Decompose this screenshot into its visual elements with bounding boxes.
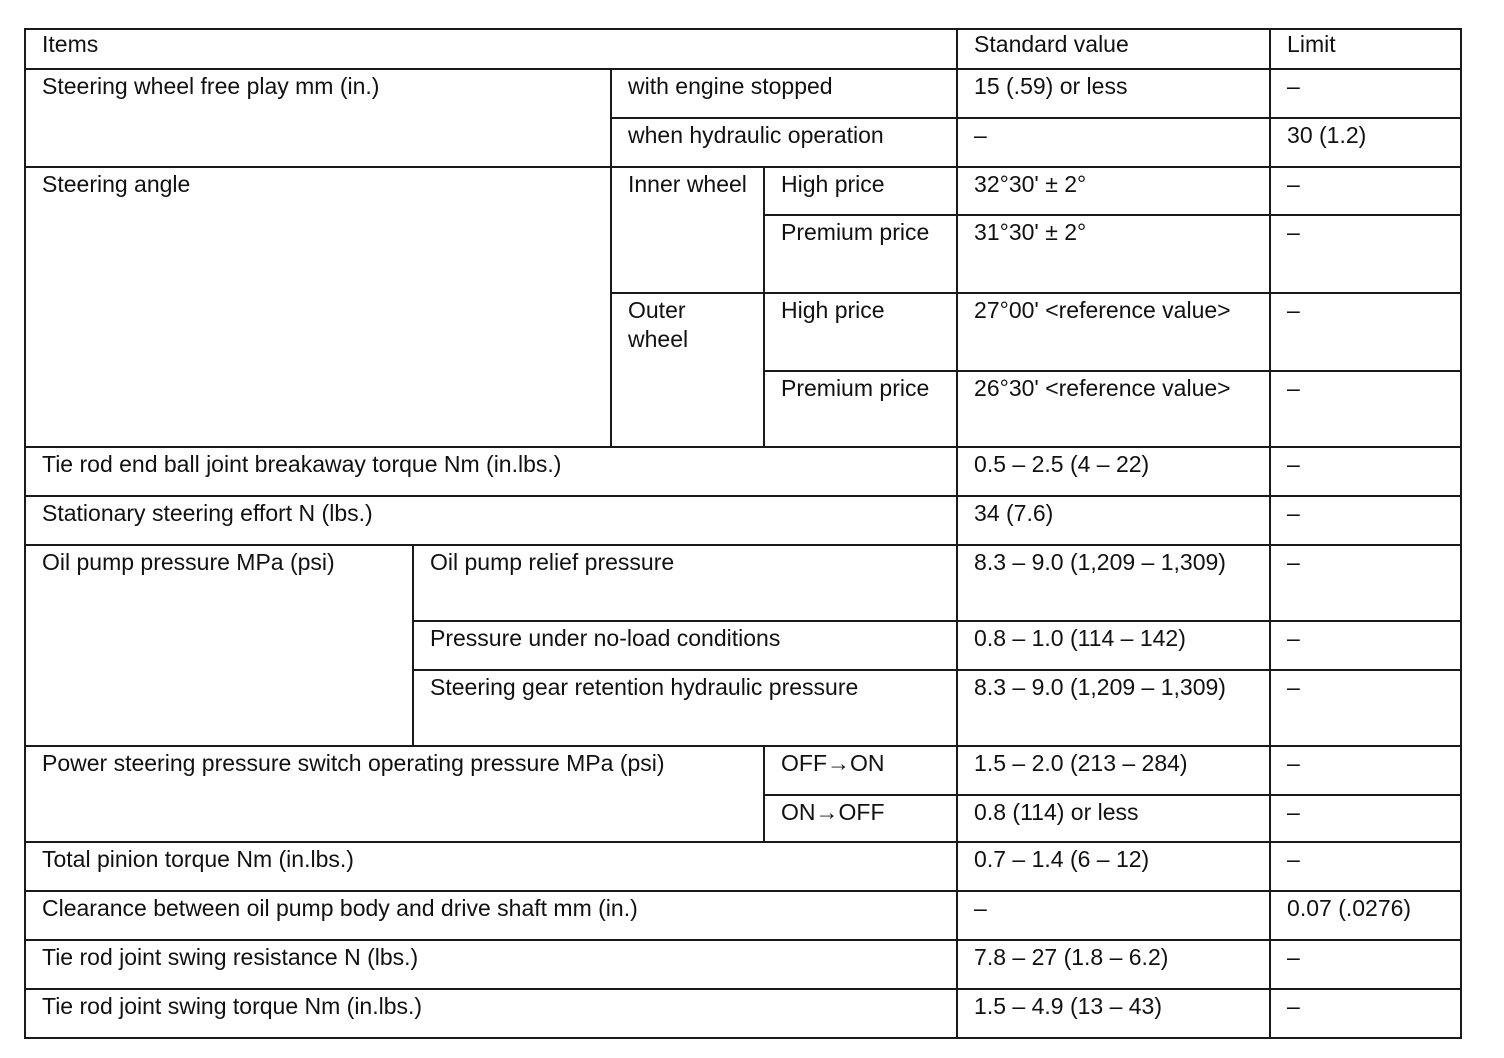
limit-value: – — [1270, 940, 1461, 989]
table-row — [25, 891, 1461, 940]
item-oil-pump-pressure: Oil pump pressure MPa (psi) — [25, 545, 413, 746]
header-limit: Limit — [1270, 29, 1461, 69]
standard-value: 8.3 – 9.0 (1,209 – 1,309) — [957, 670, 1270, 746]
header-items: Items — [25, 29, 957, 69]
limit-value: – — [1270, 842, 1461, 891]
condition-gear-retention: Steering gear retention hydraulic pressure — [413, 670, 957, 746]
standard-value: 0.8 – 1.0 (114 – 142) — [957, 621, 1270, 670]
limit-value: – — [1270, 167, 1461, 215]
standard-value: – — [957, 118, 1270, 167]
item-swing-resistance: Tie rod joint swing resistance N (lbs.) — [25, 940, 957, 989]
item-tie-rod-breakaway-torque: Tie rod end ball joint breakaway torque Nm (in.lbs.) — [25, 447, 957, 496]
header-standard-value: Standard value — [957, 29, 1270, 69]
standard-value: – — [957, 891, 1270, 940]
limit-value: – — [1270, 621, 1461, 670]
standard-value: 0.5 – 2.5 (4 – 22) — [957, 447, 1270, 496]
limit-value: – — [1270, 670, 1461, 746]
condition-engine-stopped: with engine stopped — [611, 69, 957, 118]
specifications-table — [24, 28, 1462, 1039]
table-row — [25, 447, 1461, 496]
standard-value: 26°30' <reference value> — [957, 371, 1270, 447]
table-row — [25, 989, 1461, 1038]
item-steering-angle: Steering angle — [25, 167, 611, 447]
item-steering-wheel-free-play: Steering wheel free play mm (in.) — [25, 69, 611, 167]
grade-label: High price — [764, 167, 957, 215]
table-row — [25, 842, 1461, 891]
standard-value: 1.5 – 2.0 (213 – 284) — [957, 746, 1270, 795]
outer-wheel-label: Outer wheel — [611, 293, 764, 447]
limit-value: – — [1270, 496, 1461, 545]
limit-value: – — [1270, 545, 1461, 621]
grade-label: High price — [764, 293, 957, 371]
item-swing-torque: Tie rod joint swing torque Nm (in.lbs.) — [25, 989, 957, 1038]
condition-hydraulic-operation: when hydraulic operation — [611, 118, 957, 167]
limit-value: – — [1270, 795, 1461, 842]
table-row — [25, 940, 1461, 989]
standard-value: 0.7 – 1.4 (6 – 12) — [957, 842, 1270, 891]
standard-value: 27°00' <reference value> — [957, 293, 1270, 371]
standard-value: 15 (.59) or less — [957, 69, 1270, 118]
table-row — [25, 545, 1461, 621]
condition-on-off: ON→OFF — [764, 795, 957, 842]
limit-value: – — [1270, 447, 1461, 496]
limit-value: 30 (1.2) — [1270, 118, 1461, 167]
item-pressure-switch: Power steering pressure switch operating pressure MPa (psi) — [25, 746, 764, 842]
standard-value: 34 (7.6) — [957, 496, 1270, 545]
table-row — [25, 746, 1461, 795]
limit-value: – — [1270, 989, 1461, 1038]
limit-value: 0.07 (.0276) — [1270, 891, 1461, 940]
item-oil-pump-clearance: Clearance between oil pump body and drive shaft mm (in.) — [25, 891, 957, 940]
table-row — [25, 69, 1461, 118]
limit-value: – — [1270, 215, 1461, 293]
item-stationary-steering-effort: Stationary steering effort N (lbs.) — [25, 496, 957, 545]
grade-label: Premium price — [764, 215, 957, 293]
standard-value: 32°30' ± 2° — [957, 167, 1270, 215]
item-total-pinion-torque: Total pinion torque Nm (in.lbs.) — [25, 842, 957, 891]
standard-value: 1.5 – 4.9 (13 – 43) — [957, 989, 1270, 1038]
standard-value: 31°30' ± 2° — [957, 215, 1270, 293]
condition-off-on: OFF→ON — [764, 746, 957, 795]
inner-wheel-label: Inner wheel — [611, 167, 764, 293]
condition-relief-pressure: Oil pump relief pressure — [413, 545, 957, 621]
header-row — [25, 29, 1461, 69]
table-row — [25, 496, 1461, 545]
limit-value: – — [1270, 69, 1461, 118]
limit-value: – — [1270, 371, 1461, 447]
limit-value: – — [1270, 746, 1461, 795]
grade-label: Premium price — [764, 371, 957, 447]
standard-value: 0.8 (114) or less — [957, 795, 1270, 842]
standard-value: 7.8 – 27 (1.8 – 6.2) — [957, 940, 1270, 989]
limit-value: – — [1270, 293, 1461, 371]
table-row — [25, 167, 1461, 215]
standard-value: 8.3 – 9.0 (1,209 – 1,309) — [957, 545, 1270, 621]
condition-no-load: Pressure under no-load conditions — [413, 621, 957, 670]
